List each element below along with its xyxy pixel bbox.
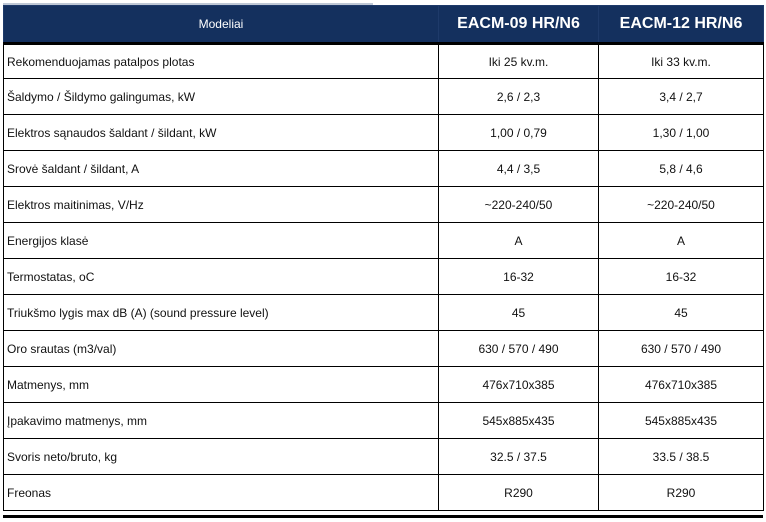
table-row	[4, 79, 764, 115]
row-label: Svoris neto/bruto, kg	[4, 439, 439, 475]
header-models: Modeliai	[4, 6, 439, 44]
row-label: Srovė šaldant / šildant, A	[4, 151, 439, 187]
header-model-12: EACM-12 HR/N6	[599, 6, 764, 44]
table-row	[4, 151, 764, 187]
row-value-12: 3,4 / 2,7	[599, 79, 764, 115]
row-value-09: R290	[439, 475, 599, 511]
row-label: Matmenys, mm	[4, 367, 439, 403]
row-value-12: 476x710x385	[599, 367, 764, 403]
row-label: Elektros sąnaudos šaldant / šildant, kW	[4, 115, 439, 151]
row-value-12: Iki 33 kv.m.	[599, 44, 764, 79]
table-row	[4, 475, 764, 511]
table-header-row	[4, 6, 764, 44]
spec-table-container	[3, 5, 763, 518]
row-label: Oro srautas (m3/val)	[4, 331, 439, 367]
row-label: Termostatas, oC	[4, 259, 439, 295]
row-value-09: 1,00 / 0,79	[439, 115, 599, 151]
row-value-12: 1,30 / 1,00	[599, 115, 764, 151]
row-label: Energijos klasė	[4, 223, 439, 259]
row-value-09: 45	[439, 295, 599, 331]
spec-table	[3, 5, 764, 511]
row-value-12: A	[599, 223, 764, 259]
row-value-12: ~220-240/50	[599, 187, 764, 223]
table-row	[4, 295, 764, 331]
row-value-12: 5,8 / 4,6	[599, 151, 764, 187]
row-label: Rekomenduojamas patalpos plotas	[4, 44, 439, 79]
table-row	[4, 331, 764, 367]
row-label: Freonas	[4, 475, 439, 511]
row-value-12: 45	[599, 295, 764, 331]
row-value-09: 4,4 / 3,5	[439, 151, 599, 187]
row-value-12: 545x885x435	[599, 403, 764, 439]
header-model-09: EACM-09 HR/N6	[439, 6, 599, 44]
row-value-09: 630 / 570 / 490	[439, 331, 599, 367]
table-row	[4, 223, 764, 259]
row-value-09: Iki 25 kv.m.	[439, 44, 599, 79]
row-value-09: 545x885x435	[439, 403, 599, 439]
table-row	[4, 44, 764, 79]
row-value-09: 2,6 / 2,3	[439, 79, 599, 115]
row-label: Elektros maitinimas, V/Hz	[4, 187, 439, 223]
row-value-12: 33.5 / 38.5	[599, 439, 764, 475]
table-row	[4, 439, 764, 475]
row-value-09: A	[439, 223, 599, 259]
row-value-12: R290	[599, 475, 764, 511]
row-value-12: 16-32	[599, 259, 764, 295]
row-value-09: 32.5 / 37.5	[439, 439, 599, 475]
table-row	[4, 187, 764, 223]
row-value-09: 476x710x385	[439, 367, 599, 403]
table-row	[4, 259, 764, 295]
table-row	[4, 403, 764, 439]
row-value-09: ~220-240/50	[439, 187, 599, 223]
row-label: Įpakavimo matmenys, mm	[4, 403, 439, 439]
row-value-12: 630 / 570 / 490	[599, 331, 764, 367]
row-value-09: 16-32	[439, 259, 599, 295]
row-label: Triukšmo lygis max dB (A) (sound pressure level)	[4, 295, 439, 331]
table-row	[4, 115, 764, 151]
table-row	[4, 367, 764, 403]
row-label: Šaldymo / Šildymo galingumas, kW	[4, 79, 439, 115]
